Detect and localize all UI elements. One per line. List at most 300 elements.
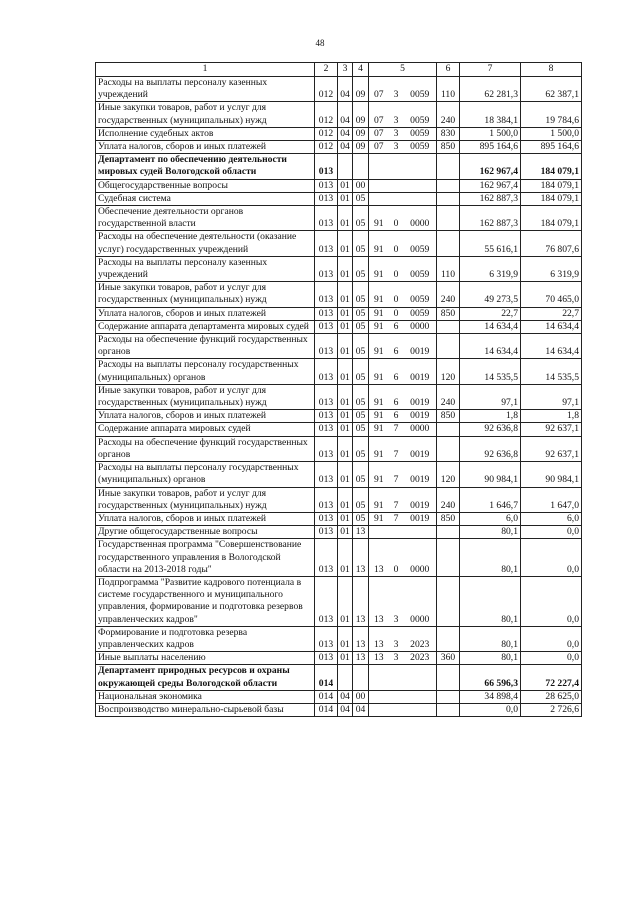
cell-d2: 3 xyxy=(389,102,404,127)
table-row xyxy=(96,307,582,320)
cell-c: 09 xyxy=(353,102,369,127)
cell-d1: 07 xyxy=(369,102,389,127)
cell-name: Обеспечение деятельности органов государственной власти xyxy=(96,206,315,231)
cell-v8: 0,0 xyxy=(521,652,582,665)
cell-d1: 13 xyxy=(369,652,389,665)
table-row xyxy=(96,539,582,577)
cell-v7: 66 596,3 xyxy=(460,665,521,690)
cell-a: 013 xyxy=(315,320,338,333)
cell-c: 13 xyxy=(353,539,369,577)
cell-v8: 28 625,0 xyxy=(521,690,582,703)
cell-d3: 2023 xyxy=(404,626,437,651)
cell-name: Воспроизводство минерально-сырьевой базы xyxy=(96,703,315,716)
table-row xyxy=(96,206,582,231)
cell-d1: 91 xyxy=(369,487,389,512)
table-row xyxy=(96,703,582,716)
cell-b: 01 xyxy=(338,410,353,423)
col-header-3: 3 xyxy=(338,63,353,77)
cell-c: 09 xyxy=(353,77,369,102)
cell-v8: 0,0 xyxy=(521,526,582,539)
cell-e: 120 xyxy=(437,462,460,487)
table-row xyxy=(96,102,582,127)
cell-d1: 91 xyxy=(369,384,389,409)
cell-v8: 0,0 xyxy=(521,576,582,626)
cell-d3: 0059 xyxy=(404,102,437,127)
cell-v7: 1 646,7 xyxy=(460,487,521,512)
cell-e xyxy=(437,436,460,461)
cell-v8: 184 079,1 xyxy=(521,154,582,179)
cell-v7: 1,8 xyxy=(460,410,521,423)
cell-e: 850 xyxy=(437,512,460,525)
cell-v8: 0,0 xyxy=(521,626,582,651)
cell-d1: 91 xyxy=(369,423,389,436)
cell-v7: 18 384,1 xyxy=(460,102,521,127)
cell-name: Иные закупки товаров, работ и услуг для государственных (муниципальных) нужд xyxy=(96,487,315,512)
cell-d1 xyxy=(369,192,389,205)
cell-b: 01 xyxy=(338,462,353,487)
cell-v8: 0,0 xyxy=(521,539,582,577)
cell-c: 05 xyxy=(353,462,369,487)
cell-a: 013 xyxy=(315,462,338,487)
cell-d3 xyxy=(404,192,437,205)
cell-e: 850 xyxy=(437,307,460,320)
cell-name: Судебная система xyxy=(96,192,315,205)
cell-v7: 80,1 xyxy=(460,539,521,577)
cell-c: 05 xyxy=(353,256,369,281)
cell-d1 xyxy=(369,179,389,192)
cell-d1 xyxy=(369,690,389,703)
cell-v8: 97,1 xyxy=(521,384,582,409)
table-row xyxy=(96,423,582,436)
cell-c: 05 xyxy=(353,192,369,205)
cell-b: 01 xyxy=(338,231,353,256)
cell-d3 xyxy=(404,179,437,192)
table-row xyxy=(96,512,582,525)
cell-v7: 80,1 xyxy=(460,652,521,665)
cell-d2: 6 xyxy=(389,384,404,409)
cell-v8: 184 079,1 xyxy=(521,179,582,192)
cell-d2 xyxy=(389,526,404,539)
cell-b: 04 xyxy=(338,703,353,716)
cell-b: 01 xyxy=(338,282,353,307)
cell-d3: 0059 xyxy=(404,77,437,102)
cell-name: Содержание аппарата департамента мировых судей xyxy=(96,320,315,333)
cell-c: 05 xyxy=(353,282,369,307)
cell-c: 13 xyxy=(353,626,369,651)
cell-d1: 07 xyxy=(369,127,389,140)
cell-d2: 3 xyxy=(389,652,404,665)
cell-a: 012 xyxy=(315,141,338,154)
cell-a: 013 xyxy=(315,206,338,231)
cell-name: Расходы на выплаты персоналу государственных (муниципальных) органов xyxy=(96,462,315,487)
cell-d3 xyxy=(404,665,437,690)
cell-d3: 0059 xyxy=(404,307,437,320)
cell-a: 013 xyxy=(315,334,338,359)
cell-a: 014 xyxy=(315,665,338,690)
col-header-8: 8 xyxy=(521,63,582,77)
cell-e xyxy=(437,423,460,436)
cell-d3: 0019 xyxy=(404,334,437,359)
cell-d3: 0019 xyxy=(404,436,437,461)
cell-d3: 0059 xyxy=(404,141,437,154)
cell-d3: 0059 xyxy=(404,256,437,281)
cell-d1: 13 xyxy=(369,576,389,626)
table-row xyxy=(96,141,582,154)
cell-d1: 13 xyxy=(369,626,389,651)
cell-c: 09 xyxy=(353,141,369,154)
cell-v7: 80,1 xyxy=(460,526,521,539)
cell-d3: 2023 xyxy=(404,652,437,665)
cell-v7: 92 636,8 xyxy=(460,436,521,461)
cell-d3: 0019 xyxy=(404,512,437,525)
cell-d2: 6 xyxy=(389,320,404,333)
cell-b: 04 xyxy=(338,141,353,154)
cell-v7: 62 281,3 xyxy=(460,77,521,102)
cell-d1 xyxy=(369,526,389,539)
cell-d3: 0059 xyxy=(404,231,437,256)
cell-v8: 6 319,9 xyxy=(521,256,582,281)
cell-d2: 0 xyxy=(389,282,404,307)
cell-name: Уплата налогов, сборов и иных платежей xyxy=(96,512,315,525)
cell-name: Уплата налогов, сборов и иных платежей xyxy=(96,307,315,320)
cell-a: 012 xyxy=(315,77,338,102)
cell-d2: 0 xyxy=(389,206,404,231)
cell-v8: 1 647,0 xyxy=(521,487,582,512)
cell-v8: 1,8 xyxy=(521,410,582,423)
cell-b: 01 xyxy=(338,423,353,436)
cell-v8: 92 637,1 xyxy=(521,423,582,436)
cell-a: 013 xyxy=(315,282,338,307)
cell-b: 01 xyxy=(338,256,353,281)
cell-c: 05 xyxy=(353,231,369,256)
cell-d2: 3 xyxy=(389,576,404,626)
cell-e xyxy=(437,539,460,577)
cell-d3 xyxy=(404,154,437,179)
cell-a: 013 xyxy=(315,179,338,192)
cell-v8: 92 637,1 xyxy=(521,436,582,461)
cell-b: 01 xyxy=(338,512,353,525)
cell-b: 01 xyxy=(338,526,353,539)
cell-d1: 91 xyxy=(369,307,389,320)
cell-name: Уплата налогов, сборов и иных платежей xyxy=(96,141,315,154)
table-row xyxy=(96,127,582,140)
col-header-7: 7 xyxy=(460,63,521,77)
cell-c: 04 xyxy=(353,703,369,716)
cell-a: 014 xyxy=(315,703,338,716)
cell-d1: 91 xyxy=(369,410,389,423)
cell-v7: 80,1 xyxy=(460,626,521,651)
budget-table xyxy=(95,62,582,717)
cell-name: Другие общегосударственные вопросы xyxy=(96,526,315,539)
cell-a: 013 xyxy=(315,487,338,512)
cell-a: 013 xyxy=(315,256,338,281)
cell-e xyxy=(437,154,460,179)
cell-b xyxy=(338,665,353,690)
cell-c xyxy=(353,665,369,690)
cell-v7: 162 967,4 xyxy=(460,154,521,179)
cell-v8: 90 984,1 xyxy=(521,462,582,487)
header-row xyxy=(96,63,582,77)
cell-v7: 6,0 xyxy=(460,512,521,525)
cell-a: 013 xyxy=(315,512,338,525)
cell-v8: 895 164,6 xyxy=(521,141,582,154)
cell-d1: 91 xyxy=(369,206,389,231)
cell-d1: 91 xyxy=(369,359,389,384)
cell-a: 012 xyxy=(315,102,338,127)
cell-a: 013 xyxy=(315,539,338,577)
cell-a: 013 xyxy=(315,526,338,539)
table-row xyxy=(96,77,582,102)
cell-d2: 6 xyxy=(389,359,404,384)
cell-name: Расходы на обеспечение функций государственных органов xyxy=(96,334,315,359)
cell-d2 xyxy=(389,703,404,716)
cell-v8: 22,7 xyxy=(521,307,582,320)
cell-d2 xyxy=(389,154,404,179)
cell-d3 xyxy=(404,703,437,716)
col-header-5: 5 xyxy=(369,63,437,77)
table-row xyxy=(96,282,582,307)
cell-d1: 13 xyxy=(369,539,389,577)
cell-v7: 80,1 xyxy=(460,576,521,626)
cell-v8: 1 500,0 xyxy=(521,127,582,140)
cell-e: 110 xyxy=(437,77,460,102)
cell-v8: 14 634,4 xyxy=(521,334,582,359)
cell-c: 13 xyxy=(353,652,369,665)
cell-v8: 2 726,6 xyxy=(521,703,582,716)
cell-v7: 162 887,3 xyxy=(460,206,521,231)
cell-name: Государственная программа "Совершенствование государственного управления в Вологодской области на 2013-2018 годы" xyxy=(96,539,315,577)
cell-e xyxy=(437,665,460,690)
cell-c: 05 xyxy=(353,512,369,525)
table-row xyxy=(96,410,582,423)
cell-b: 01 xyxy=(338,626,353,651)
cell-e: 850 xyxy=(437,141,460,154)
table-row xyxy=(96,626,582,651)
cell-c: 05 xyxy=(353,206,369,231)
cell-v8: 76 807,6 xyxy=(521,231,582,256)
cell-c: 09 xyxy=(353,127,369,140)
cell-b: 01 xyxy=(338,334,353,359)
cell-d3: 0019 xyxy=(404,410,437,423)
cell-e xyxy=(437,192,460,205)
cell-d2: 0 xyxy=(389,256,404,281)
cell-d2: 3 xyxy=(389,626,404,651)
table-row xyxy=(96,256,582,281)
table-row xyxy=(96,179,582,192)
cell-d3: 0019 xyxy=(404,487,437,512)
table-row xyxy=(96,334,582,359)
cell-v7: 162 967,4 xyxy=(460,179,521,192)
col-header-4: 4 xyxy=(353,63,369,77)
cell-d2: 0 xyxy=(389,539,404,577)
cell-e xyxy=(437,206,460,231)
cell-d3: 0059 xyxy=(404,127,437,140)
cell-a: 013 xyxy=(315,626,338,651)
cell-d3: 0019 xyxy=(404,462,437,487)
cell-d2: 6 xyxy=(389,410,404,423)
cell-e xyxy=(437,576,460,626)
table-row xyxy=(96,526,582,539)
cell-b: 01 xyxy=(338,436,353,461)
cell-d2 xyxy=(389,665,404,690)
cell-d2: 7 xyxy=(389,512,404,525)
cell-e: 830 xyxy=(437,127,460,140)
cell-d1: 07 xyxy=(369,77,389,102)
cell-e xyxy=(437,231,460,256)
cell-name: Иные закупки товаров, работ и услуг для государственных (муниципальных) нужд xyxy=(96,102,315,127)
cell-b: 01 xyxy=(338,384,353,409)
cell-d3: 0000 xyxy=(404,206,437,231)
table-row xyxy=(96,665,582,690)
cell-name: Расходы на выплаты персоналу государственных (муниципальных) органов xyxy=(96,359,315,384)
cell-name: Национальная экономика xyxy=(96,690,315,703)
cell-e xyxy=(437,179,460,192)
cell-d2: 7 xyxy=(389,487,404,512)
table-row xyxy=(96,462,582,487)
cell-v8: 14 634,4 xyxy=(521,320,582,333)
col-header-1: 1 xyxy=(96,63,315,77)
cell-d2: 6 xyxy=(389,334,404,359)
cell-c: 05 xyxy=(353,320,369,333)
cell-e xyxy=(437,526,460,539)
cell-b: 04 xyxy=(338,102,353,127)
cell-c: 05 xyxy=(353,410,369,423)
table-row xyxy=(96,652,582,665)
cell-b xyxy=(338,154,353,179)
cell-b: 01 xyxy=(338,179,353,192)
cell-v7: 97,1 xyxy=(460,384,521,409)
cell-c: 05 xyxy=(353,334,369,359)
cell-e: 120 xyxy=(437,359,460,384)
cell-d3: 0059 xyxy=(404,282,437,307)
cell-name: Расходы на обеспечение деятельности (оказание услуг) государственных учреждений xyxy=(96,231,315,256)
cell-a: 013 xyxy=(315,192,338,205)
cell-d3: 0000 xyxy=(404,320,437,333)
cell-d2 xyxy=(389,179,404,192)
cell-d2: 0 xyxy=(389,307,404,320)
cell-v8: 184 079,1 xyxy=(521,206,582,231)
cell-d1: 91 xyxy=(369,282,389,307)
cell-d2: 3 xyxy=(389,127,404,140)
cell-v8: 184 079,1 xyxy=(521,192,582,205)
cell-name: Расходы на обеспечение функций государственных органов xyxy=(96,436,315,461)
cell-e xyxy=(437,690,460,703)
cell-v7: 92 636,8 xyxy=(460,423,521,436)
cell-e: 110 xyxy=(437,256,460,281)
cell-c: 00 xyxy=(353,690,369,703)
cell-name: Формирование и подготовка резерва управленческих кадров xyxy=(96,626,315,651)
cell-b: 01 xyxy=(338,320,353,333)
cell-d2 xyxy=(389,192,404,205)
cell-d2: 3 xyxy=(389,77,404,102)
cell-d3: 0019 xyxy=(404,384,437,409)
cell-e xyxy=(437,703,460,716)
cell-d1: 91 xyxy=(369,462,389,487)
cell-a: 013 xyxy=(315,231,338,256)
cell-a: 013 xyxy=(315,576,338,626)
cell-c: 05 xyxy=(353,307,369,320)
table-row xyxy=(96,576,582,626)
cell-b: 01 xyxy=(338,206,353,231)
cell-c: 05 xyxy=(353,359,369,384)
cell-a: 014 xyxy=(315,690,338,703)
table-row xyxy=(96,192,582,205)
cell-d2: 0 xyxy=(389,231,404,256)
cell-c: 13 xyxy=(353,576,369,626)
cell-a: 013 xyxy=(315,652,338,665)
cell-c: 05 xyxy=(353,487,369,512)
table-row xyxy=(96,436,582,461)
cell-v7: 14 634,4 xyxy=(460,320,521,333)
table-row xyxy=(96,690,582,703)
cell-name: Содержание аппарата мировых судей xyxy=(96,423,315,436)
cell-v7: 49 273,5 xyxy=(460,282,521,307)
col-header-6: 6 xyxy=(437,63,460,77)
cell-e: 240 xyxy=(437,487,460,512)
cell-d3: 0000 xyxy=(404,539,437,577)
cell-c xyxy=(353,154,369,179)
cell-b: 01 xyxy=(338,359,353,384)
cell-v7: 162 887,3 xyxy=(460,192,521,205)
cell-d2 xyxy=(389,690,404,703)
cell-v8: 70 465,0 xyxy=(521,282,582,307)
page-number: 48 xyxy=(315,38,325,48)
cell-name: Подпрограмма "Развитие кадрового потенциала в системе государственного и муниципального управления, формирование и подготовка резервов управленческих кадров" xyxy=(96,576,315,626)
cell-e: 360 xyxy=(437,652,460,665)
table-row xyxy=(96,154,582,179)
cell-d2: 7 xyxy=(389,462,404,487)
cell-e xyxy=(437,334,460,359)
cell-v7: 895 164,6 xyxy=(460,141,521,154)
cell-name: Расходы на выплаты персоналу казенных учреждений xyxy=(96,256,315,281)
cell-d1: 07 xyxy=(369,141,389,154)
cell-a: 013 xyxy=(315,359,338,384)
cell-v7: 90 984,1 xyxy=(460,462,521,487)
cell-v8: 14 535,5 xyxy=(521,359,582,384)
cell-a: 013 xyxy=(315,384,338,409)
cell-a: 013 xyxy=(315,154,338,179)
cell-e: 240 xyxy=(437,282,460,307)
table-row xyxy=(96,487,582,512)
cell-v7: 0,0 xyxy=(460,703,521,716)
cell-a: 013 xyxy=(315,423,338,436)
cell-v7: 55 616,1 xyxy=(460,231,521,256)
cell-v7: 1 500,0 xyxy=(460,127,521,140)
cell-e xyxy=(437,320,460,333)
cell-b: 01 xyxy=(338,192,353,205)
cell-name: Иные закупки товаров, работ и услуг для государственных (муниципальных) нужд xyxy=(96,282,315,307)
table-body xyxy=(96,77,582,717)
table-row xyxy=(96,384,582,409)
cell-e: 240 xyxy=(437,384,460,409)
cell-a: 012 xyxy=(315,127,338,140)
cell-c: 05 xyxy=(353,423,369,436)
cell-v8: 72 227,4 xyxy=(521,665,582,690)
cell-d3 xyxy=(404,526,437,539)
cell-name: Департамент по обеспечению деятельности мировых судей Вологодской области xyxy=(96,154,315,179)
cell-name: Иные выплаты населению xyxy=(96,652,315,665)
cell-c: 00 xyxy=(353,179,369,192)
cell-d3: 0000 xyxy=(404,423,437,436)
cell-name: Иные закупки товаров, работ и услуг для государственных (муниципальных) нужд xyxy=(96,384,315,409)
cell-v7: 34 898,4 xyxy=(460,690,521,703)
table-row xyxy=(96,359,582,384)
cell-d1: 91 xyxy=(369,334,389,359)
cell-e xyxy=(437,626,460,651)
cell-d1 xyxy=(369,154,389,179)
cell-b: 01 xyxy=(338,652,353,665)
cell-c: 05 xyxy=(353,384,369,409)
